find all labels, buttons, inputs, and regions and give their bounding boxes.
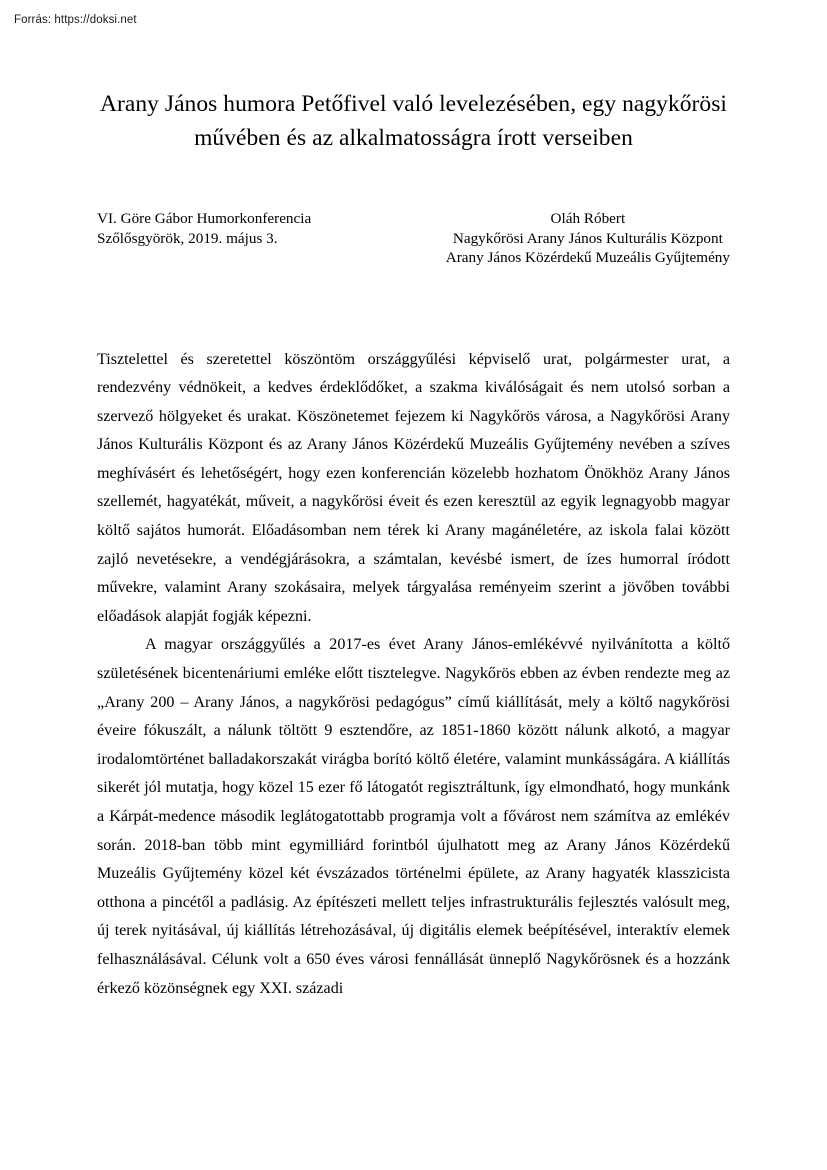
document-body (97, 346, 730, 1004)
conference-place-date: Szőlősgyörök, 2019. május 3. (97, 229, 278, 247)
body-paragraph: Tisztelettel és szeretettel köszöntöm országgyűlési képviselő urat, polgármester urat, a rendezvény védnökeit, a kedves érdeklődőket, a szakma kiválóságait és nem utolsó sorban a szervező hölgyeket és urakat. Köszönetemet fejezem ki Nagykőrös városa, a Nagykőrösi Arany János Kulturális Központ és az Arany János Közérdekű Muzeális Gyűjtemény nevében a szíves meghívásért és lehetőségért, hogy ezen konferencián közelebb hozhatom Önökhöz Arany János szellemét, hagyatékát, műveit, a nagykőrösi éveit és ezen keresztül az egyik legnagyobb magyar költő sajátos humorát. Előadásomban nem térek ki Arany magánéletére, az iskola falai között zajló nevetésekre, a vendégjárásokra, a számtalan, kevésbé ismert, de ízes humorral íródott művekre, valamint Arany szokásaira, melyek tárgyalása reményeim szerint a jövőben további előadások alapját fogják képezni. (97, 350, 730, 625)
author-name: Oláh Róbert (550, 210, 626, 227)
author-info (446, 209, 730, 268)
source-watermark: Forrás: https://doksi.net (14, 14, 137, 26)
body-paragraph: A magyar országgyűlés a 2017-es évet Arany János-emlékévvé nyilvánította a költő születésének bicentenáriumi emléke előtt tisztelegve. Nagykőrös ebben az évben rendezte meg az „Arany 200 – Arany János, a nagykőrösi pedagógus” című kiállítását, mely a költő nagykőrösi éveire fókuszált, a nálunk töltött 9 esztendőre, az 1851-1860 között nálunk alkotó, a magyar irodalomtörténet balladakorszakát virágba borító költő életére, valamint munkásságára. A kiállítás sikerét jól mutatja, hogy közel 15 ezer fő látogatót regisztráltunk, így elmondható, hogy munkánk a Kárpát-medence második leglátogatottabb programja volt a fővárost nem számítva az emlékév során. 2018-ban több mint egymilliárd forintból újulhatott meg az Arany János Közérdekű Muzeális Gyűjtemény közel két évszázados történelmi épülete, az Arany hagyaték klasszicista otthona a pincétől a padlásig. Az építészeti mellett teljes infrastrukturális fejlesztés valósult meg, új terek nyitásával, új kiállítás létrehozásával, új digitális elemek beépítésével, interaktív elemek felhasználásával. Célunk volt a 650 éves városi fennállását ünneplő Nagykőrösnek és a hozzánk érkező közönségnek egy XXI. századi (97, 636, 730, 997)
document-content-column (97, 0, 730, 1003)
author-affiliation-primary: Nagykőrösi Arany János Kulturális Központ (452, 229, 723, 247)
conference-info (97, 209, 311, 248)
page-title: Arany János humora Petőfivel való levelezésében, egy nagykőrösi művében és az alkalmatosságra írott verseiben (99, 91, 727, 151)
document-meta-block (97, 209, 730, 268)
conference-name: VI. Göre Gábor Humorkonferencia (97, 210, 312, 227)
author-affiliation-secondary: Arany János Közérdekű Muzeális Gyűjtemény (445, 249, 730, 266)
